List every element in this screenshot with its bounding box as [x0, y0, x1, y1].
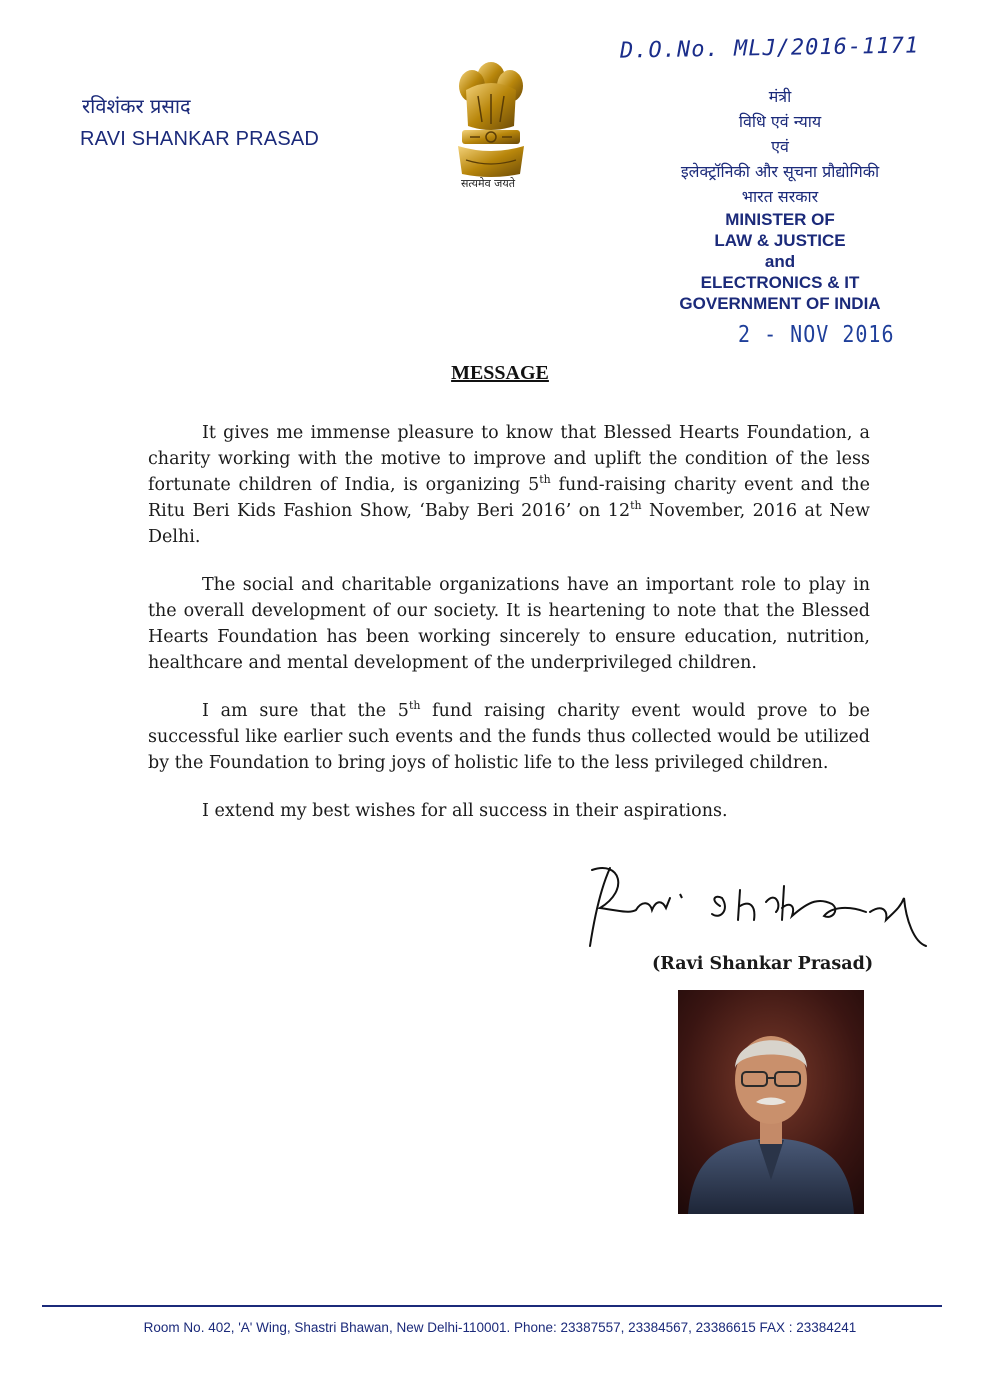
office-line-hindi: इलेक्ट्रॉनिकी और सूचना प्रौद्योगिकी — [680, 162, 880, 181]
office-line-hindi: मंत्री — [768, 87, 792, 106]
date-stamp: 2 - NOV 2016 — [738, 320, 895, 348]
signatory-name: (Ravi Shankar Prasad) — [652, 954, 874, 974]
message-paragraph: It gives me immense pleasure to know that Blessed Hearts Foundation, a charity working with the motive to improve and uplift the condition of the less fortunate children of India, is organizing 5th fund-raising charity event and the Ritu Beri Kids Fashion Show, ‘Baby Beri 2016’ on 12th November, 2016 at New Delhi. — [148, 423, 871, 547]
message-paragraph: I extend my best wishes for all success in their aspirations. — [202, 801, 728, 821]
office-line-english: ELECTRONICS & IT — [700, 273, 860, 292]
portrait-photo — [678, 990, 864, 1214]
emblem-motto: सत्यमेव जयते — [460, 177, 515, 190]
office-designation — [640, 84, 920, 314]
office-line-english: and — [764, 252, 796, 271]
footer-divider — [42, 1305, 942, 1307]
office-line-hindi: एवं — [771, 137, 789, 156]
message-paragraph: The social and charitable organizations have an important role to play in the overall development of our society. It is heartening to note that the Blessed Hearts Foundation has been working sincerely to ensure education, nutrition, healthcare and mental development of the underprivileged children. — [148, 575, 870, 673]
footer-address: Room No. 402, 'A' Wing, Shastri Bhawan, New Delhi-110001. Phone: 23387557, 23384567, 23386615 FAX : 23384241 — [143, 1320, 857, 1335]
reference-number: D.O.No. MLJ/2016-1171 — [619, 33, 920, 64]
office-line-english: GOVERNMENT OF INDIA — [679, 294, 881, 313]
sender-name-hindi: रविशंकर प्रसाद — [82, 94, 191, 118]
national-emblem-icon — [448, 56, 534, 190]
portrait-illustration — [678, 990, 864, 1214]
message-title: MESSAGE — [451, 362, 549, 384]
office-line-hindi: विधि एवं न्याय — [738, 112, 822, 131]
handwritten-signature — [570, 850, 930, 960]
sender-name-english: RAVI SHANKAR PRASAD — [80, 128, 320, 150]
office-line-english: LAW & JUSTICE — [714, 231, 846, 250]
office-line-hindi: भारत सरकार — [741, 187, 819, 206]
message-body — [148, 420, 870, 846]
office-line-english: MINISTER OF — [725, 210, 835, 229]
message-paragraph: I am sure that the 5th fund raising charity event would prove to be successful like earlier such events and the funds thus collected would be utilized by the Foundation to bring joys of holistic life to the less privileged children. — [148, 699, 870, 773]
